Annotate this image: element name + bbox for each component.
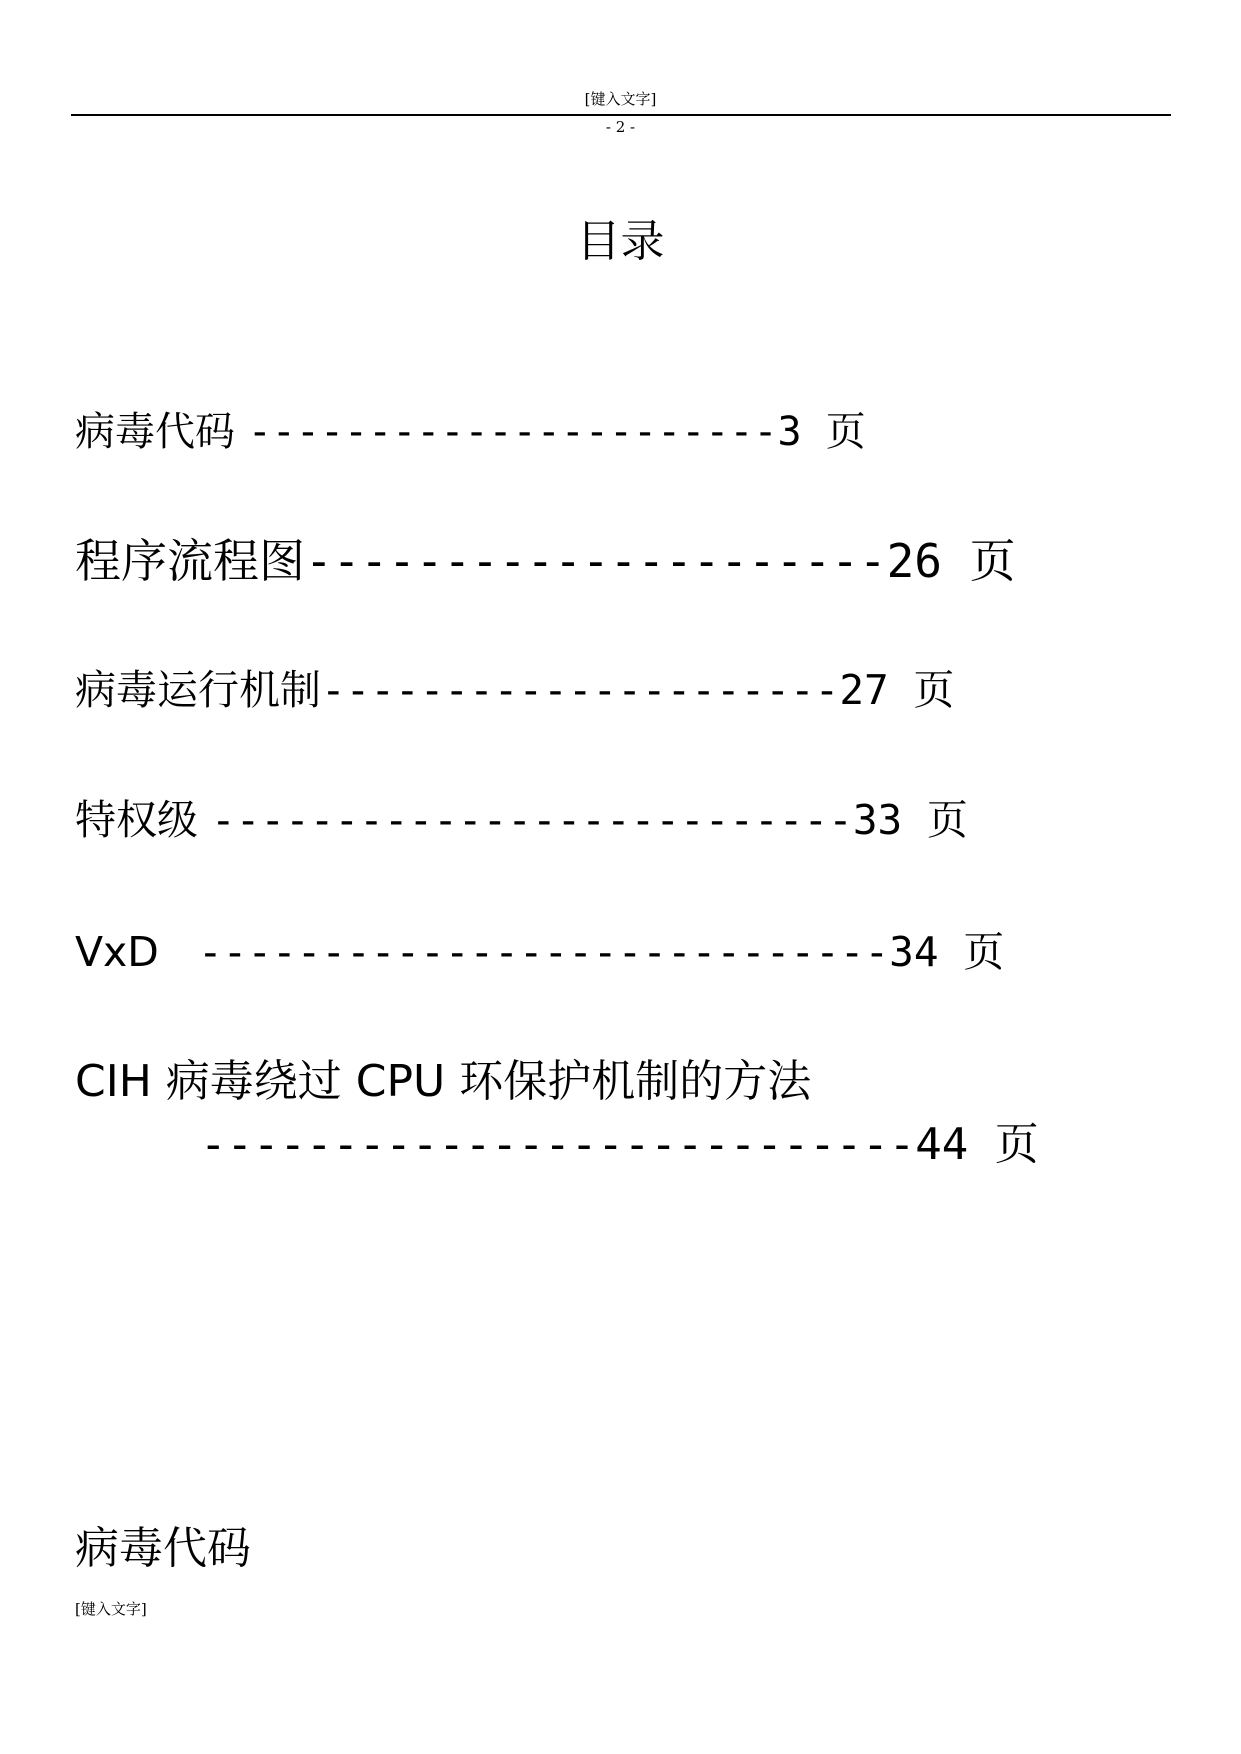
toc-entry-leader: ---------------------------: [200, 1119, 916, 1170]
toc-entry-label: VxD: [75, 928, 198, 976]
toc-entry-page: 27 页: [839, 666, 955, 714]
section-heading: 病毒代码: [75, 1523, 251, 1574]
toc-entry-continuation: [200, 1119, 1039, 1170]
toc-entry: [75, 534, 1016, 588]
page-header-text: [键入文字]: [584, 90, 657, 108]
toc-entry-label: 程序流程图: [75, 534, 305, 588]
toc-entry-page: 3 页: [777, 409, 866, 455]
toc-entry-leader: ----------------------: [247, 409, 778, 455]
page-number: - 2 -: [605, 118, 636, 136]
toc-entry-leader: ----------------------------: [197, 928, 890, 976]
toc-entry: [75, 409, 866, 455]
page-footer-text: [键入文字]: [75, 1600, 147, 1618]
toc-entry-leader: --------------------------: [211, 796, 853, 844]
toc-entry-label: 病毒运行机制: [75, 666, 321, 714]
toc-entry-label: 病毒代码: [75, 409, 248, 455]
toc-entry-label: 特权级: [75, 796, 212, 844]
toc-entry-page: 26 页: [886, 534, 1016, 588]
toc-entry-label: CIH 病毒绕过 CPU 环保护机制的方法: [75, 1056, 812, 1107]
toc-entry: [75, 1056, 812, 1107]
toc-entry: [75, 796, 968, 844]
toc-title: 目录: [576, 216, 665, 267]
toc-entry-leader: ---------------------: [305, 534, 887, 588]
toc-entry: [75, 928, 1005, 976]
header-divider: [71, 114, 1171, 116]
toc-entry-leader: ---------------------: [321, 666, 840, 714]
toc-entry-page: 33 页: [852, 796, 968, 844]
toc-entry-page: 44 页: [915, 1119, 1039, 1170]
toc-entry: [75, 666, 955, 714]
toc-entry-page: 34 页: [889, 928, 1005, 976]
